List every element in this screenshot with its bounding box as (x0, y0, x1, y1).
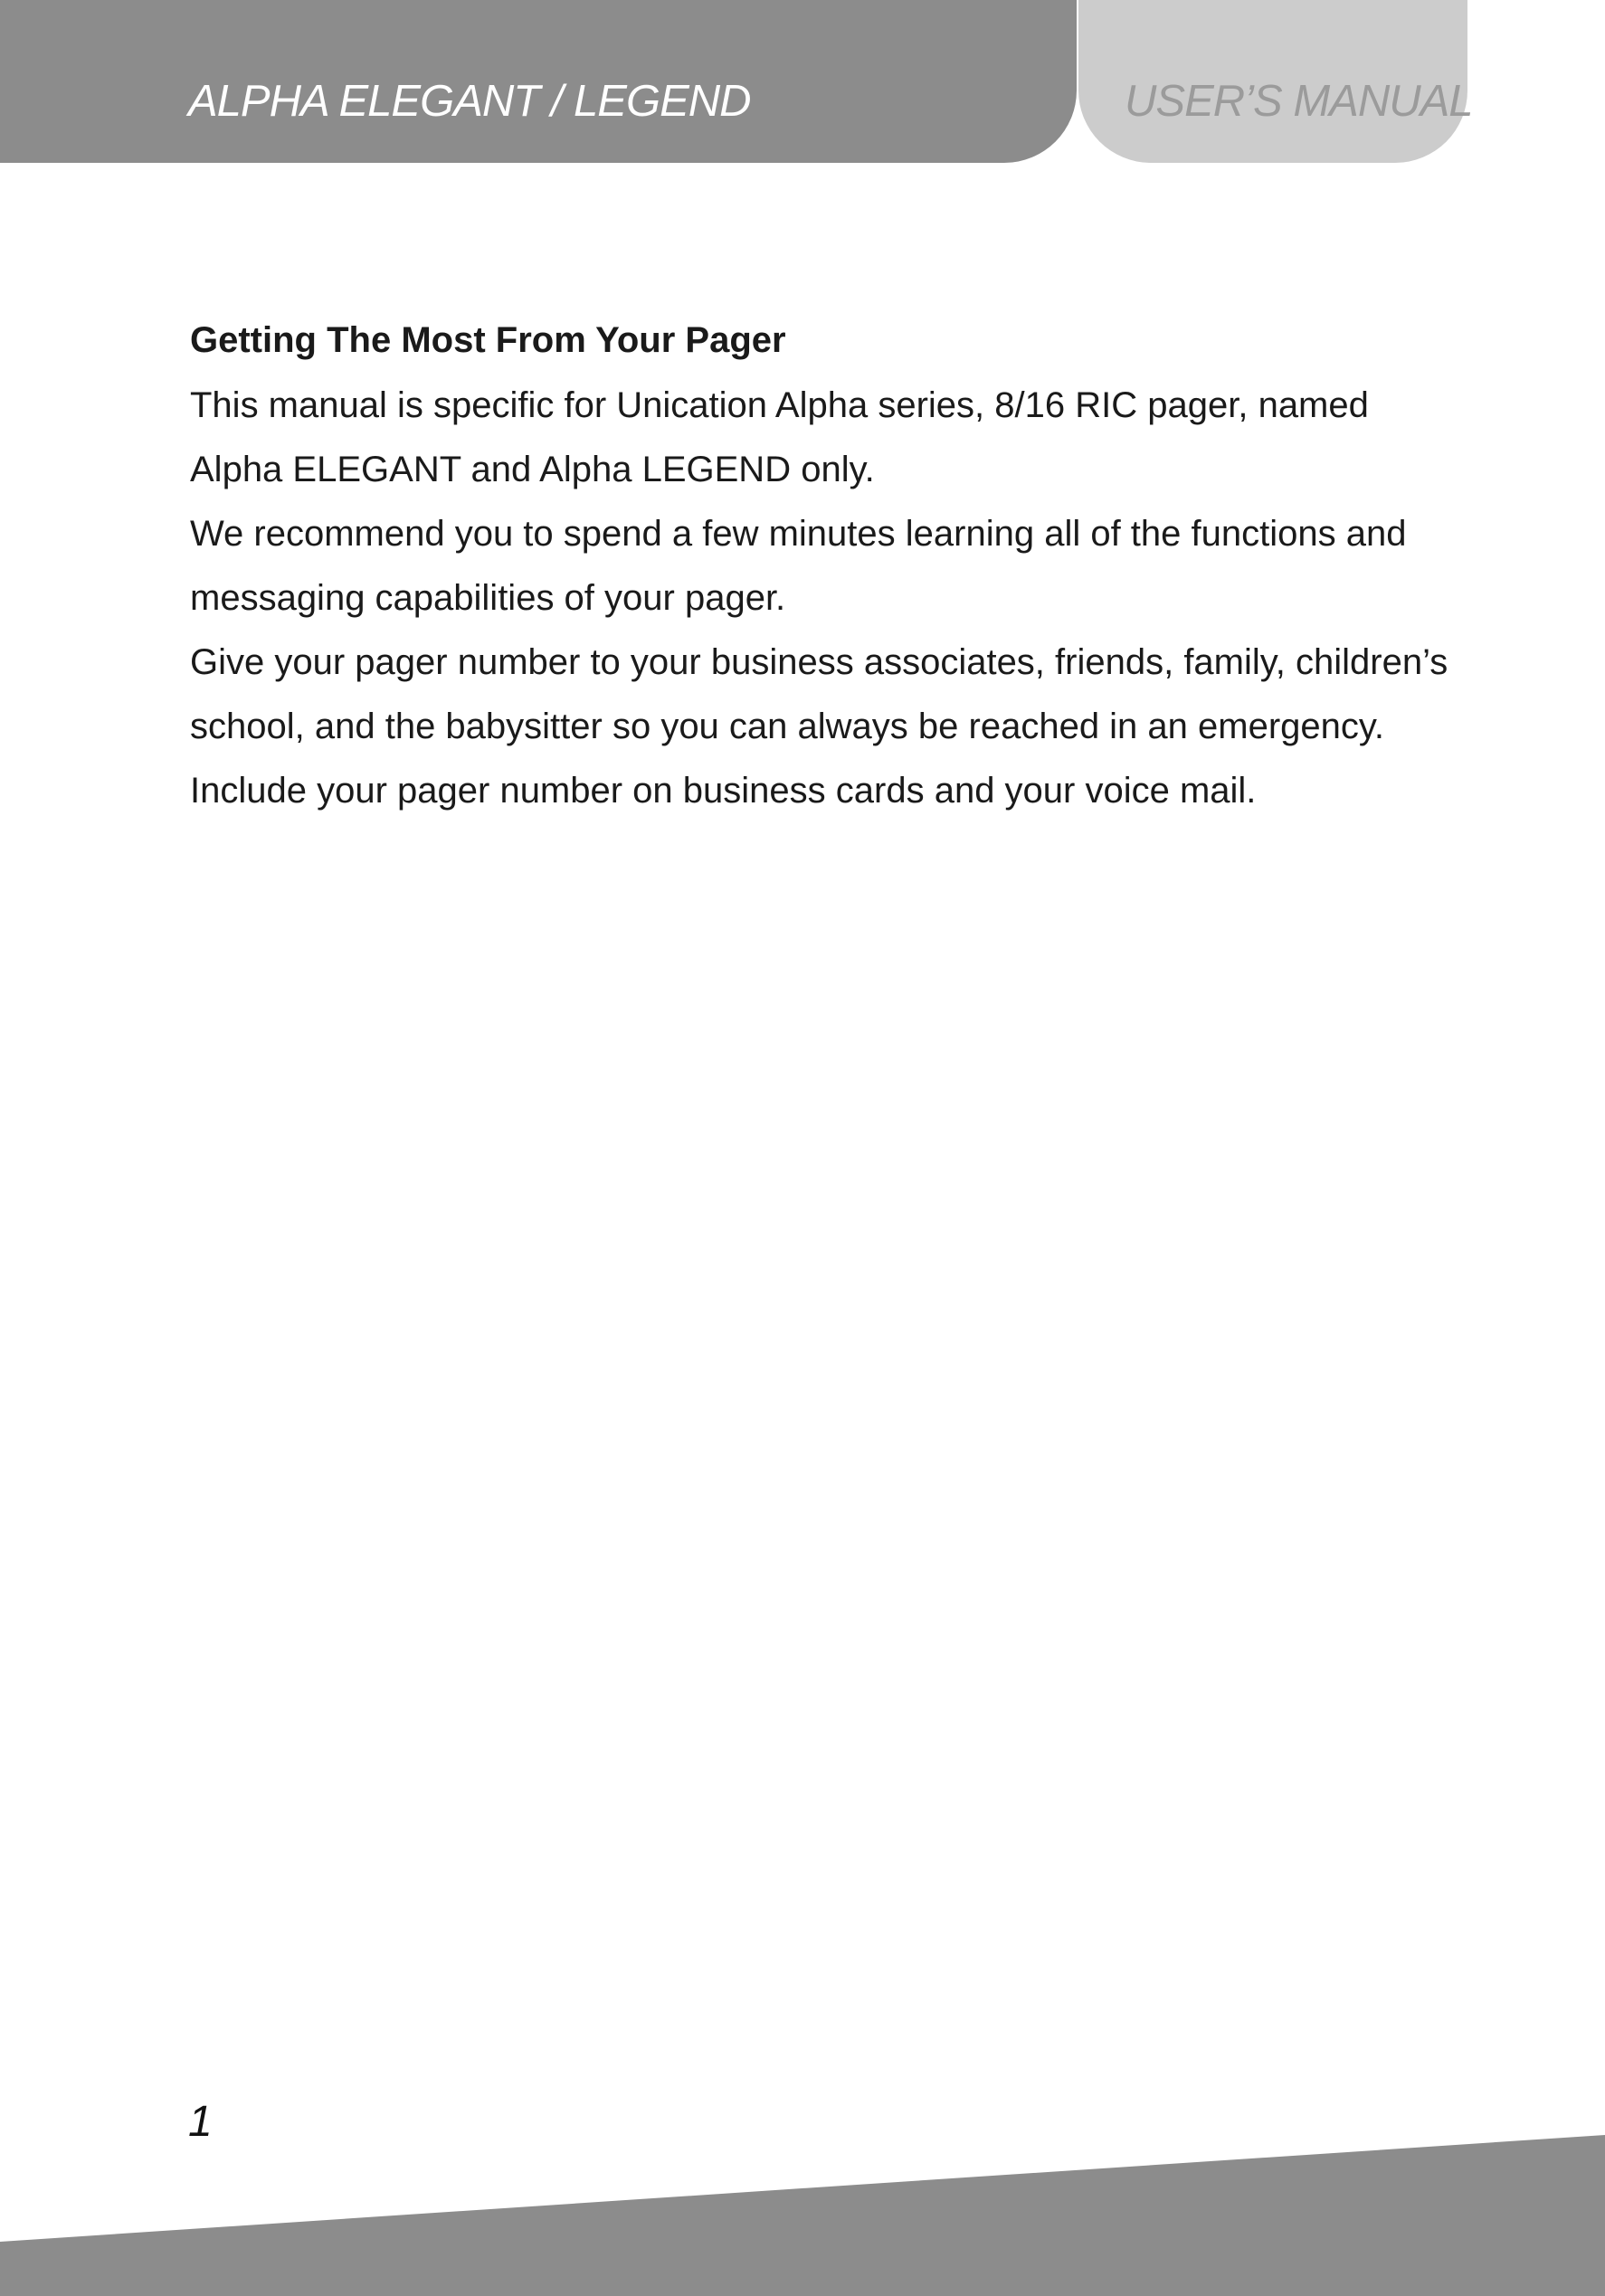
body-line: messaging capabilities of your pager. (190, 578, 786, 618)
body-line: This manual is specific for Unication Alpha series, 8/16 RIC pager, named (190, 385, 1369, 425)
body-line: school, and the babysitter so you can always be reached in an emergency. (190, 707, 1385, 746)
header-title: ALPHA ELEGANT / LEGEND (188, 77, 751, 126)
header-tab-label: USER’S MANUAL (1125, 77, 1473, 126)
body-line: Include your pager number on business cards and your voice mail. (190, 771, 1257, 811)
page-number: 1 (188, 2098, 213, 2146)
body-line: Alpha ELEGANT and Alpha LEGEND only. (190, 450, 875, 489)
body-line: We recommend you to spend a few minutes learning all of the functions and (190, 514, 1407, 554)
body-line: Give your pager number to your business associates, friends, family, children’s (190, 642, 1448, 682)
footer-band (0, 2135, 1605, 2296)
section-heading: Getting The Most From Your Pager (190, 320, 786, 360)
content-area (190, 318, 1493, 823)
